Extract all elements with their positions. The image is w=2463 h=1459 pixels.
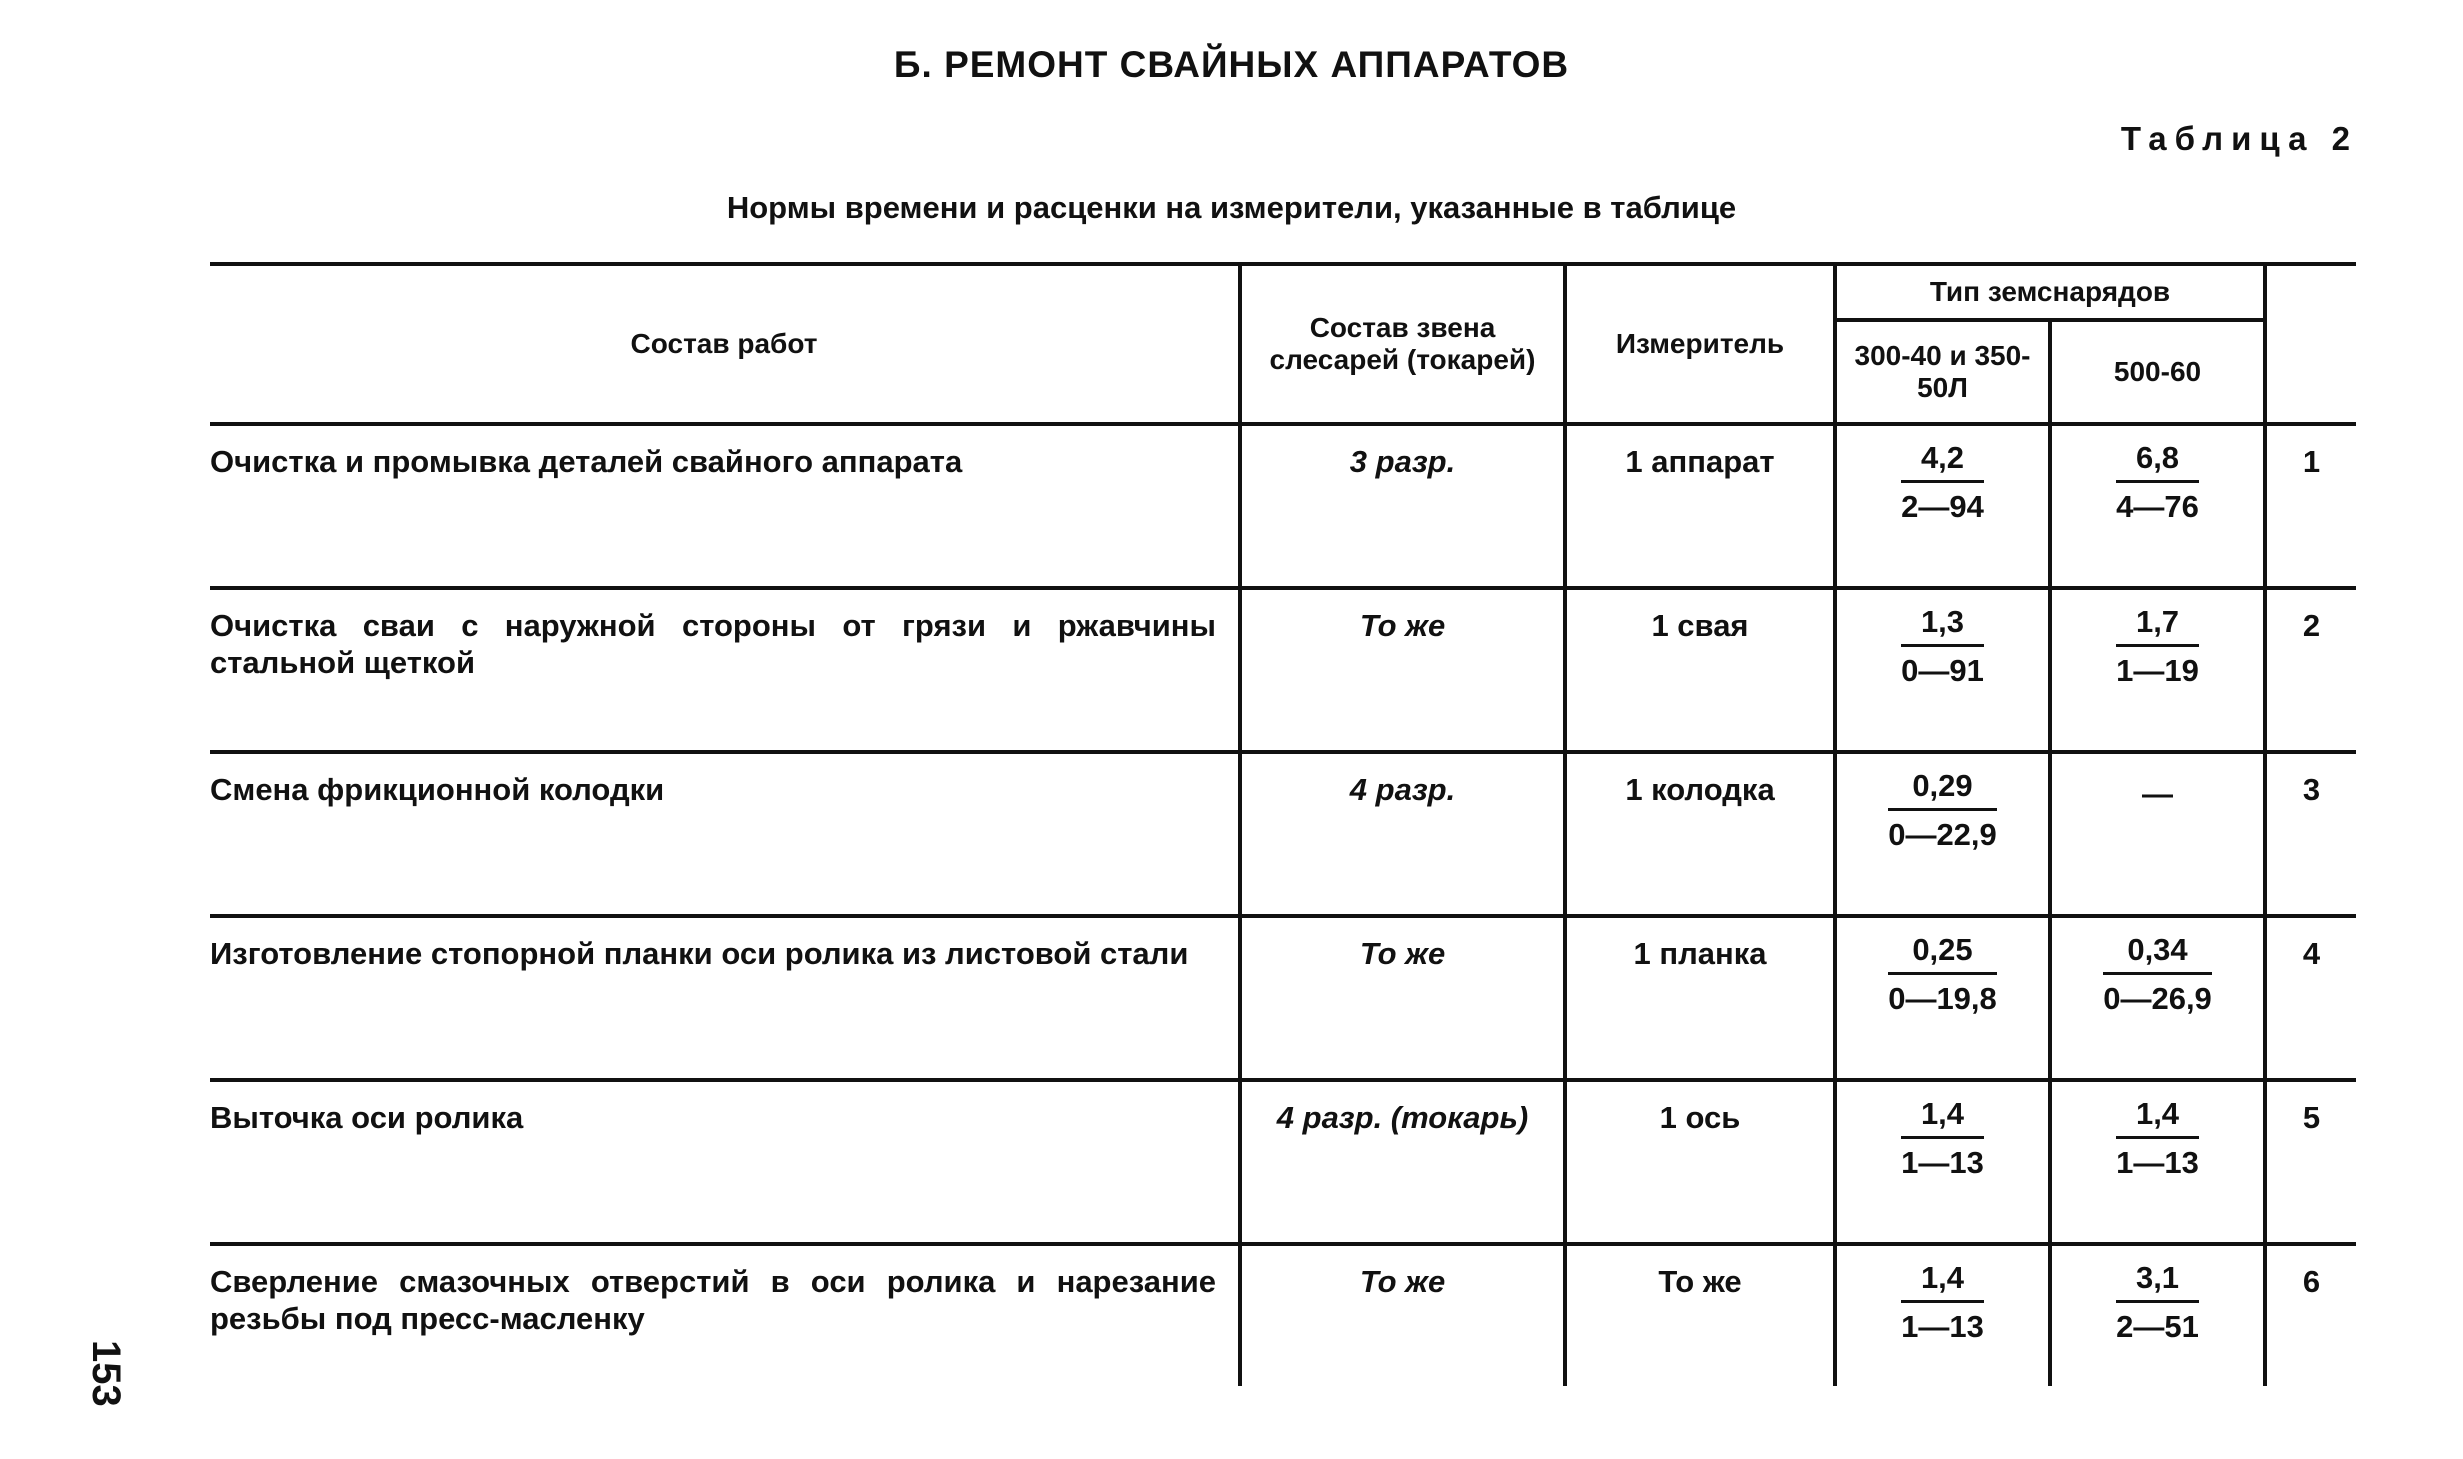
time-norm: 1,7 (2116, 604, 2199, 647)
work-description: Очистка и промывка деталей свайного аппарата (210, 424, 1240, 588)
norm-dredge-500 (2050, 588, 2265, 752)
crew-grade: То же (1240, 588, 1565, 752)
section-title: Б. РЕМОНТ СВАЙНЫХ АППАРАТОВ (893, 44, 1570, 85)
rate: 2—94 (1901, 489, 1984, 524)
work-description: Очистка сваи с наружной стороны от грязи и ржавчины стальной щеткой (210, 588, 1240, 752)
rate: 0—26,9 (2103, 981, 2212, 1016)
norm-dredge-300-350 (1835, 424, 2050, 588)
rate: 0—91 (1901, 653, 1984, 688)
unit-measure: 1 аппарат (1565, 424, 1835, 588)
norm-dredge-300-350 (1835, 916, 2050, 1080)
column-header-work: Состав работ (210, 264, 1240, 424)
time-norm: 0,34 (2103, 932, 2212, 975)
row-number: 5 (2265, 1080, 2356, 1244)
rate: 2—51 (2116, 1309, 2199, 1344)
time-norm: 6,8 (2116, 440, 2199, 483)
table-row (210, 916, 2356, 1080)
work-description: Сверление смазочных отверстий в оси ролика и нарезание резьбы под пресс-масленку (210, 1244, 1240, 1386)
time-norm: 0,29 (1888, 768, 1997, 811)
table-row (210, 1080, 2356, 1244)
table-number: Таблица 2 (2120, 120, 2358, 157)
time-norm: 3,1 (2116, 1260, 2199, 1303)
unit-measure: То же (1565, 1244, 1835, 1386)
time-norm: 1,4 (1901, 1260, 1984, 1303)
column-header-dredge-type: Тип земснарядов (1835, 264, 2265, 320)
column-header-unit: Измеритель (1565, 264, 1835, 424)
table-row (210, 752, 2356, 916)
work-description: Изготовление стопорной планки оси ролика из листовой стали (210, 916, 1240, 1080)
norm-dredge-500 (2050, 752, 2265, 916)
work-description: Смена фрикционной колодки (210, 752, 1240, 916)
norm-dredge-500 (2050, 1244, 2265, 1386)
unit-measure: 1 колодка (1565, 752, 1835, 916)
crew-grade: То же (1240, 916, 1565, 1080)
crew-grade: 4 разр. (токарь) (1240, 1080, 1565, 1244)
time-norm: 4,2 (1901, 440, 1984, 483)
unit-measure: 1 свая (1565, 588, 1835, 752)
crew-grade: То же (1240, 1244, 1565, 1386)
norm-dredge-300-350 (1835, 588, 2050, 752)
norm-dredge-500 (2050, 424, 2265, 588)
time-norm: 1,3 (1901, 604, 1984, 647)
row-number: 2 (2265, 588, 2356, 752)
time-norm: 1,4 (2116, 1096, 2199, 1139)
column-header-dredge-300-350: 300-40 и 350-50Л (1835, 320, 2050, 424)
work-description: Выточка оси ролика (210, 1080, 1240, 1244)
page-number: 153 (84, 1340, 128, 1407)
rate: 1—13 (1901, 1145, 1984, 1180)
column-header-row-number (2265, 264, 2356, 424)
row-number: 3 (2265, 752, 2356, 916)
rate: 1—19 (2116, 653, 2199, 688)
column-header-crew: Состав звена слесарей (токарей) (1240, 264, 1565, 424)
norm-dredge-500 (2050, 1080, 2265, 1244)
column-header-dredge-500: 500-60 (2050, 320, 2265, 424)
norm-dredge-300-350 (1835, 752, 2050, 916)
table-row (210, 1244, 2356, 1386)
rate: 1—13 (2116, 1145, 2199, 1180)
table-row (210, 588, 2356, 752)
norm-dredge-300-350 (1835, 1080, 2050, 1244)
row-number: 1 (2265, 424, 2356, 588)
rate: 4—76 (2116, 489, 2199, 524)
crew-grade: 3 разр. (1240, 424, 1565, 588)
unit-measure: 1 планка (1565, 916, 1835, 1080)
time-norm: 0,25 (1888, 932, 1997, 975)
norms-table (210, 262, 2356, 1386)
unit-measure: 1 ось (1565, 1080, 1835, 1244)
row-number: 6 (2265, 1244, 2356, 1386)
norm-dredge-500 (2050, 916, 2265, 1080)
rate: 0—19,8 (1888, 981, 1997, 1016)
norm-dredge-300-350 (1835, 1244, 2050, 1386)
table-row (210, 424, 2356, 588)
empty-value-dash: — (2142, 776, 2173, 811)
rate: 1—13 (1901, 1309, 1984, 1344)
table-caption: Нормы времени и расценки на измерители, указанные в таблице (726, 190, 1737, 225)
rate: 0—22,9 (1888, 817, 1997, 852)
row-number: 4 (2265, 916, 2356, 1080)
time-norm: 1,4 (1901, 1096, 1984, 1139)
crew-grade: 4 разр. (1240, 752, 1565, 916)
